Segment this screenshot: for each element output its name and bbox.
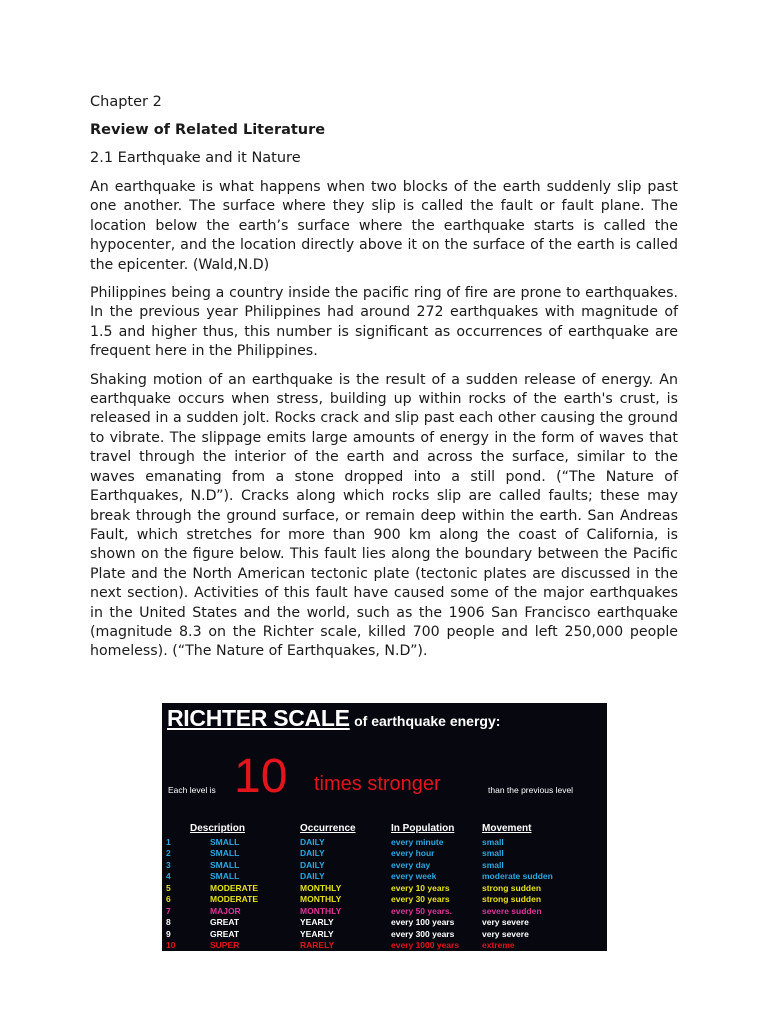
table-row — [166, 882, 582, 894]
subsection-heading: 2.1 Earthquake and it Nature — [90, 150, 301, 166]
paragraph: Shaking motion of an earthquake is the result of a sudden release of energy. An earthquake occurs when stress, building up within rocks of the earth's crust, is released in a sudden jolt. Rocks crack and slip past each other causing the ground to vibrate. The slippage emits large amounts of energy in the form of waves that travel through the interior of the earth and across the surface, similar to the waves emanating from a stone dropped into a still pond. (“The Nature of Earthquakes, N.D”). Cracks along which rocks slip are called faults; these may break through the ground surface, or remain deep within the earth. San Andreas Fault, which stretches for more than 900 km along the coast of California, is shown on the figure below. This fault lies along the boundary between the Pacific Plate and the North American tectonic plate (tectonic plates are discussed in the next section). Activities of this fault have caused some of the major earthquakes in the United States and the world, such as the 1906 San Francisco earthquake (magnitude 8.3 on the Richter scale, killed 700 people and left 250,000 people homeless). (“The Nature of Earthquakes, N.D”). — [90, 371, 678, 660]
table-row — [166, 836, 582, 848]
col-occurrence: Occurrence — [300, 823, 356, 834]
cell-description: MODERATE — [210, 882, 259, 893]
table-row — [166, 859, 582, 871]
cell-occurrence: MONTHLY — [300, 905, 342, 916]
cell-movement: moderate sudden — [482, 871, 553, 882]
cell-occurrence: YEARLY — [300, 917, 334, 928]
document-page — [90, 92, 678, 671]
cell-movement: very severe — [482, 928, 529, 939]
figure-title-sub: of earthquake energy: — [354, 713, 501, 729]
cell-level: 7 — [166, 905, 171, 916]
cell-occurrence: MONTHLY — [300, 894, 342, 905]
table-row — [166, 928, 582, 940]
richter-scale-figure — [162, 703, 607, 951]
cell-population: every minute — [391, 836, 444, 847]
cell-movement: extreme — [482, 940, 515, 951]
table-row — [166, 905, 582, 917]
table-row — [166, 940, 582, 952]
cell-occurrence: MONTHLY — [300, 882, 342, 893]
cell-movement: strong sudden — [482, 894, 542, 905]
cell-movement: small — [482, 848, 504, 859]
cell-level: 8 — [166, 917, 171, 928]
cell-occurrence: DAILY — [300, 848, 325, 859]
section-heading: Review of Related Literature — [90, 122, 326, 138]
figure-title — [167, 705, 500, 732]
cell-population: every 300 years — [391, 928, 455, 939]
cell-movement: small — [482, 836, 504, 847]
table-row — [166, 894, 582, 906]
cell-level: 10 — [166, 940, 176, 951]
cell-movement: very severe — [482, 917, 529, 928]
cell-population: every day — [391, 859, 431, 870]
cell-description: SMALL — [210, 848, 240, 859]
cell-level: 9 — [166, 928, 171, 939]
cell-description: SMALL — [210, 836, 240, 847]
cell-description: MODERATE — [210, 894, 259, 905]
col-level — [166, 822, 190, 836]
chapter-label: Chapter 2 — [90, 94, 162, 110]
richter-table — [166, 822, 582, 951]
table-header-row — [166, 822, 582, 836]
col-movement: Movement — [482, 823, 532, 834]
previous-level-text: than the previous level — [488, 785, 574, 795]
cell-level: 3 — [166, 859, 171, 870]
paragraph: Philippines being a country inside the pacific ring of fire are prone to earthquakes. In the previous year Philippines had around 272 earthquakes with magnitude of 1.5 and higher thus, this number is significant as occurrences of earthquake are frequent here in the Philippines. — [90, 285, 678, 360]
cell-level: 5 — [166, 882, 171, 893]
cell-level: 4 — [166, 871, 171, 882]
cell-occurrence: DAILY — [300, 871, 325, 882]
cell-description: SMALL — [210, 871, 240, 882]
table-row — [166, 871, 582, 883]
cell-description: GREAT — [210, 917, 240, 928]
each-level-text: Each level is — [168, 785, 216, 795]
figure-title-main: RICHTER SCALE — [167, 705, 350, 731]
cell-movement: severe sudden — [482, 905, 542, 916]
cell-movement: small — [482, 859, 504, 870]
col-population: In Population — [391, 823, 455, 834]
cell-occurrence: YEARLY — [300, 928, 334, 939]
table-row — [166, 848, 582, 860]
cell-population: every hour — [391, 848, 435, 859]
cell-occurrence: DAILY — [300, 836, 325, 847]
cell-population: every 30 years — [391, 894, 450, 905]
cell-level: 2 — [166, 848, 171, 859]
cell-level: 6 — [166, 894, 171, 905]
cell-description: MAJOR — [210, 905, 241, 916]
ten-label: 10 — [234, 750, 288, 803]
cell-population: every week — [391, 871, 437, 882]
table-row — [166, 917, 582, 929]
cell-population: every 50 years. — [391, 905, 452, 916]
cell-movement: strong sudden — [482, 882, 542, 893]
cell-description: GREAT — [210, 928, 240, 939]
paragraph: An earthquake is what happens when two blocks of the earth suddenly slip past one another. The surface where they slip is called the fault or fault plane. The location below the earth’s surface where the earthquake starts is called the hypocenter, and the location directly above it on the surface of the earth is called the epicenter. (Wald,N.D) — [90, 179, 678, 273]
cell-occurrence: DAILY — [300, 859, 325, 870]
cell-description: SUPER — [210, 940, 240, 951]
col-description: Description — [190, 823, 246, 834]
cell-description: SMALL — [210, 859, 240, 870]
cell-population: every 10 years — [391, 882, 450, 893]
cell-population: every 100 years — [391, 917, 455, 928]
cell-occurrence: RARELY — [300, 940, 335, 951]
cell-population: every 1000 years — [391, 940, 460, 951]
cell-level: 1 — [166, 836, 171, 847]
times-stronger-text: times stronger — [314, 773, 441, 795]
